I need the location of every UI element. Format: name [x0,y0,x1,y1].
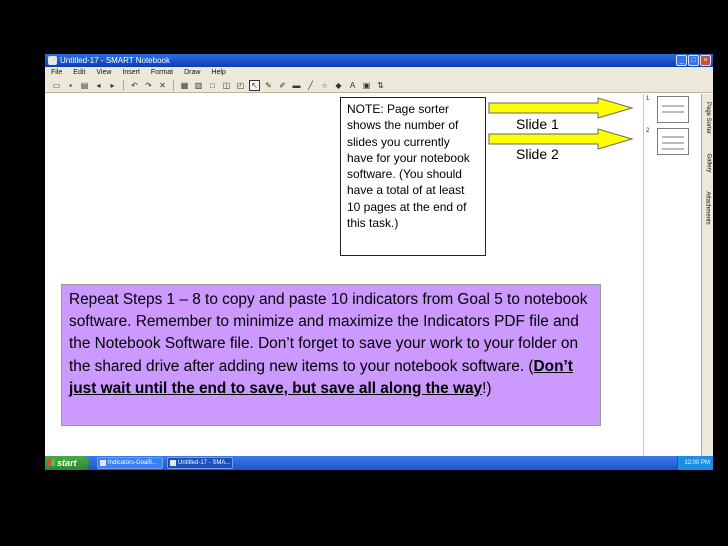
pen-icon[interactable]: ✎ [265,80,272,90]
arrow-to-slide-1 [488,97,634,119]
fill-icon[interactable]: ◆ [335,80,342,90]
page-thumbnail[interactable] [657,128,689,155]
undo-icon[interactable]: ↶ [131,80,138,90]
clock: 12:00 PM [684,460,710,466]
start-button[interactable]: start [45,456,89,470]
note-box [340,97,486,256]
menu-edit[interactable]: Edit [73,69,86,76]
side-tabs [701,94,713,456]
text-icon[interactable]: A [349,80,356,90]
windows-logo-icon [48,459,55,466]
instruction-callout [61,284,601,426]
slide-1-label: Slide 1 [516,116,559,132]
system-tray [677,456,713,470]
page-sorter-pane [643,94,713,456]
table-icon[interactable]: ▥ [194,80,203,90]
screen-shade-icon[interactable]: ▦ [180,80,189,90]
arrow-to-slide-2 [488,128,634,150]
select-pointer-icon[interactable]: ↖ [249,80,260,91]
note-text: NOTE: Page sorter shows the number of slides you currently have for your notebook software. (You should have a total of at least 10 pages at the end of this task.) [347,102,470,231]
instruction-text-end: !) [482,379,492,397]
taskbar-button[interactable]: Untitled-17 - SMA... [167,457,233,469]
slide-2-label: Slide 2 [516,146,559,162]
open-icon[interactable]: ▭ [52,80,61,90]
notebook-icon [170,460,176,466]
properties-icon[interactable]: ▣ [362,80,371,90]
delete-icon[interactable]: ✕ [159,80,166,90]
creative-pen-icon[interactable]: ✐ [279,80,286,90]
menu-file[interactable]: File [51,69,63,76]
instruction-text: Repeat Steps 1 – 8 to copy and paste 10 indicators from Goal 5 to notebook software. Remember to minimize and maximize the Indicators PDF file and the Notebook Software file. Don’t forget to save your work to your folder on the shared drive after adding new items to your notebook software. ( [69,291,588,375]
capture-icon[interactable]: ◰ [236,80,245,90]
close-button[interactable]: × [700,55,711,66]
window-title: Untitled-17 - SMART Notebook [60,56,170,65]
taskbar-button[interactable]: Indicators-Goal5... [97,457,163,469]
paste-icon[interactable]: ▤ [80,80,89,90]
move-toolbar-icon[interactable]: ⇅ [377,80,384,90]
line-icon[interactable]: ╱ [308,80,313,90]
tab-gallery[interactable]: Gallery [705,153,712,173]
menu-bar [45,67,713,78]
menu-view[interactable]: View [96,69,112,76]
menu-format[interactable]: Format [150,69,174,76]
title-bar [45,54,713,67]
redo-icon[interactable]: ↷ [145,80,152,90]
eraser-icon[interactable]: ▬ [292,80,301,90]
dual-page-icon[interactable]: ◫ [222,80,231,90]
tab-attachments[interactable]: Attachments [705,191,712,225]
thumbnail-number: 1 [646,96,650,102]
minimize-button[interactable]: _ [676,55,687,66]
forward-icon[interactable]: ▸ [110,80,115,90]
pdf-icon [100,460,106,466]
shapes-icon[interactable]: ○ [322,80,327,90]
save-icon[interactable]: ▪ [69,80,72,90]
notebook-app-icon [48,56,57,65]
full-screen-icon[interactable]: □ [210,80,215,90]
instruction-emphasis: Don’t just wait until the end to save, but save all along the way [69,357,573,397]
thumbnail-number: 2 [646,128,650,134]
tab-page-sorter[interactable]: Page Sorter [705,101,711,135]
menu-insert[interactable]: Insert [122,69,140,76]
taskbar [45,456,713,470]
menu-draw[interactable]: Draw [184,69,201,76]
maximize-button[interactable]: □ [688,55,699,66]
menu-help[interactable]: Help [211,69,226,76]
toolbar [45,78,713,93]
back-icon[interactable]: ◂ [96,80,101,90]
page-thumbnail[interactable] [657,96,689,123]
